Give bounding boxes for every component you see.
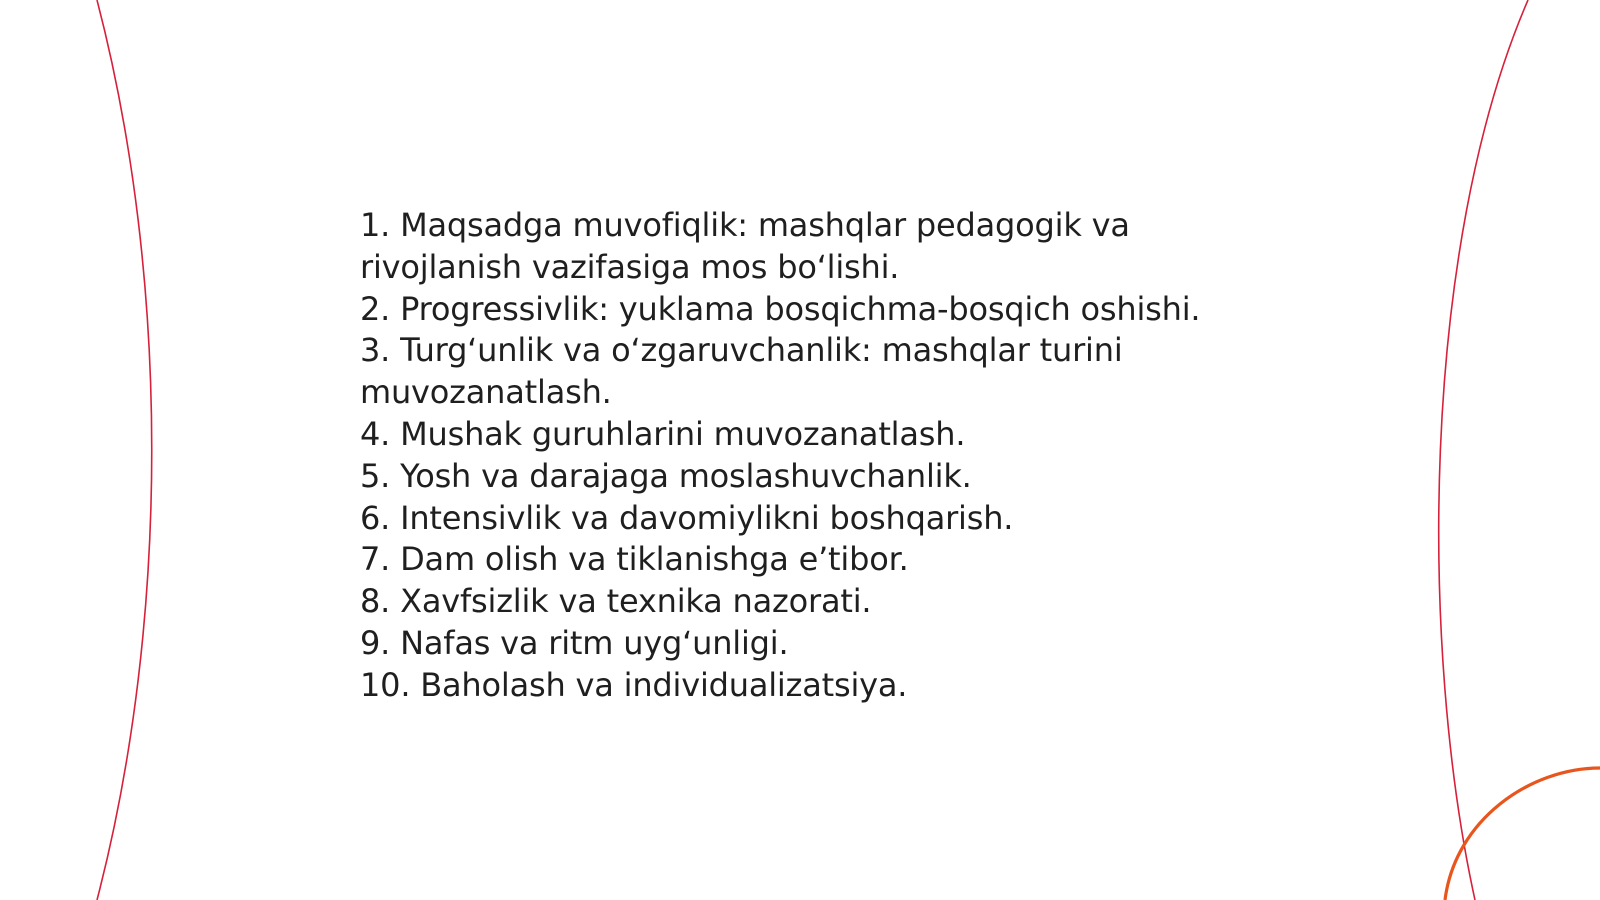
list-item: 6. Intensivlik va davomiylikni boshqarish. (360, 498, 1014, 537)
list-item: 5. Yosh va darajaga moslashuvchanlik. (360, 456, 972, 495)
list-item: 2. Progressivlik: yuklama bosqichma-bosqich oshishi. (360, 289, 1201, 328)
principles-list (360, 205, 1260, 707)
list-item: 4. Mushak guruhlarini muvozanatlash. (360, 414, 966, 453)
list-item: 10. Baholash va individualizatsiya. (360, 665, 908, 704)
right-curve-line (1439, 0, 1528, 900)
corner-arc (1445, 768, 1600, 900)
list-item: 7. Dam olish va tiklanishga e’tibor. (360, 540, 909, 579)
list-item: 1. Maqsadga muvofiqlik: mashqlar pedagogik va rivojlanish vazifasiga mos bo‘lishi. (360, 206, 1130, 286)
list-item: 3. Turg‘unlik va o‘zgaruvchanlik: mashqlar turini muvozanatlash. (360, 331, 1123, 412)
left-curve-line (97, 0, 152, 900)
list-item: 8. Xavfsizlik va texnika nazorati. (360, 582, 872, 621)
list-item: 9. Nafas va ritm uyg‘unligi. (360, 623, 789, 662)
